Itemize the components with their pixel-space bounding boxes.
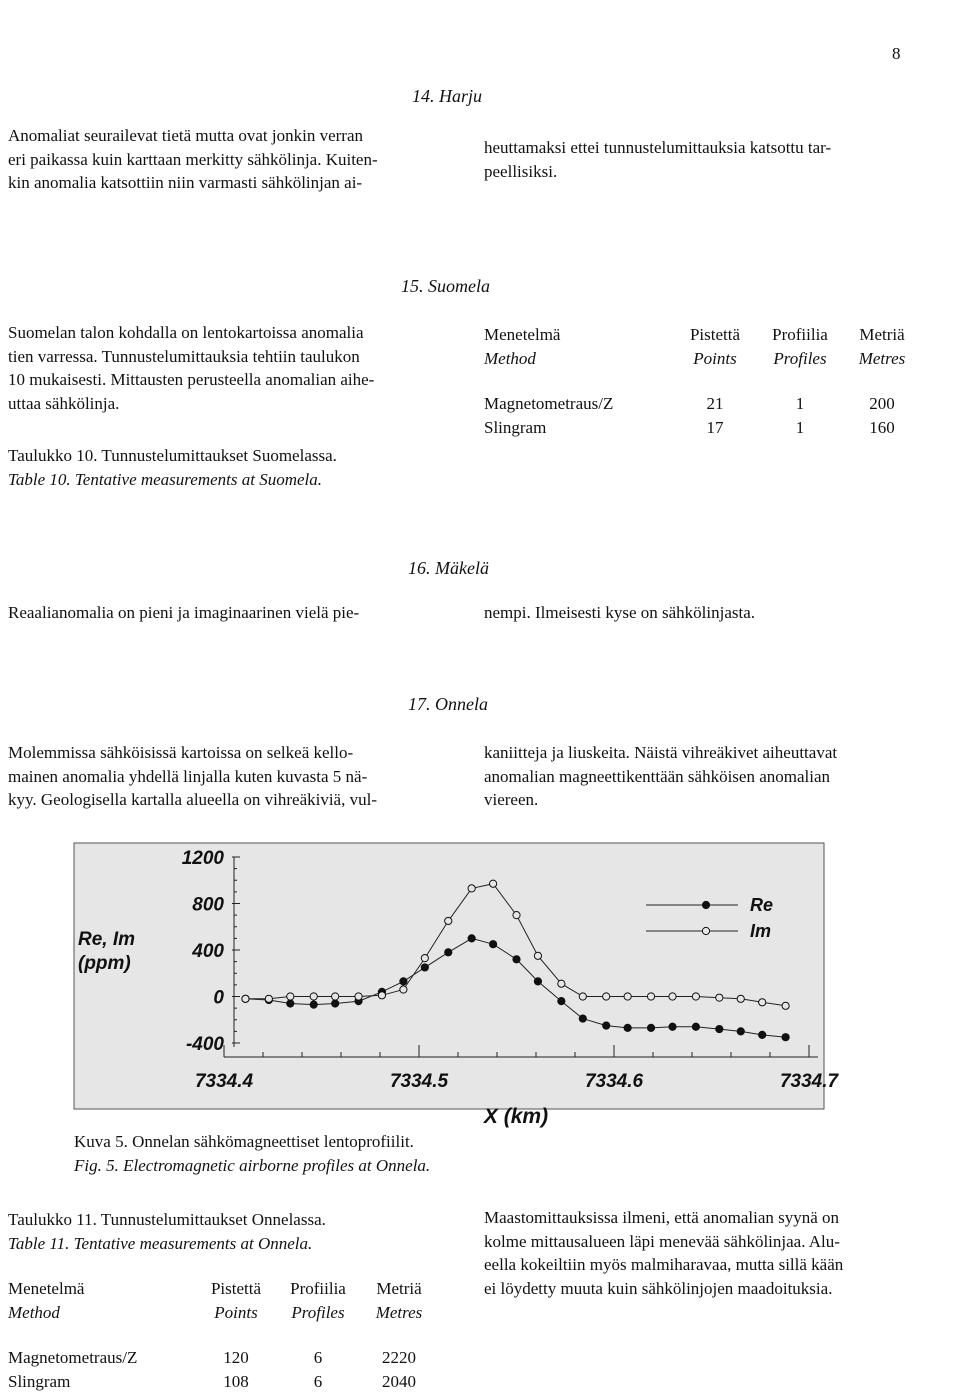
table-header-cell: Method (484, 348, 536, 368)
table-11-caption (8, 1208, 428, 1255)
data-point-im (624, 993, 631, 1000)
table-cell: 6 (313, 1348, 323, 1367)
table-cell: Magnetometraus/Z (484, 394, 614, 413)
text-line: ei löydetty muuta kuin sähkölinjojen maadoituksia. (484, 1278, 833, 1298)
data-point-re (624, 1024, 631, 1031)
data-point-re (716, 1025, 723, 1032)
text-line: Suomelan talon kohdalla on lentokartoissa anomalia (8, 323, 364, 342)
x-tick-label: 7334.4 (194, 1071, 254, 1092)
data-point-im (242, 995, 249, 1002)
y-axis-label: Re, Im (78, 929, 136, 950)
data-point-re (534, 978, 541, 985)
data-point-im (716, 994, 723, 1001)
chart-svg (74, 843, 839, 1128)
table-cell: 17 (706, 417, 724, 437)
table-header-cell: Points (214, 1302, 258, 1322)
data-point-re (287, 1000, 294, 1007)
legend-label: Re (750, 895, 774, 915)
text-line: tien varressa. Tunnustelumittauksia tehtiin taulukon (8, 346, 360, 366)
y-axis-label: (ppm) (78, 953, 131, 974)
data-point-re (400, 978, 407, 985)
x-tick-label: 7334.7 (779, 1071, 839, 1092)
data-point-im (445, 917, 452, 924)
text-line: eri paikassa kuin karttaan merkitty sähkölinja. Kuiten- (8, 149, 378, 169)
table-header-cell: Metriä (859, 325, 905, 344)
harju-right-column (484, 136, 904, 183)
data-point-im (737, 995, 744, 1002)
data-point-re (782, 1034, 789, 1041)
legend-label: Im (750, 921, 772, 941)
data-point-re (647, 1024, 654, 1031)
table-cell: 160 (869, 417, 895, 437)
data-point-im (782, 1002, 789, 1009)
table-cell: 6 (313, 1371, 323, 1391)
text-line: Reaalianomalia on pieni ja imaginaarinen vielä pie- (8, 603, 360, 622)
table-header-en (484, 347, 914, 371)
data-point-im (287, 993, 294, 1000)
data-point-im (534, 952, 541, 959)
onnela-profile-chart (74, 843, 839, 1128)
text-line: kyy. Geologisella kartalla alueella on vihreäkiviä, vul- (8, 790, 377, 809)
chart-background (74, 843, 824, 1109)
data-point-im (400, 986, 407, 993)
table-cell: 2220 (382, 1348, 416, 1367)
legend-marker-re (702, 901, 709, 908)
data-point-im (692, 993, 699, 1000)
table-header-cell: Profiilia (772, 325, 828, 344)
data-point-im (332, 993, 339, 1000)
legend-marker-im (702, 927, 709, 934)
data-point-re (737, 1028, 744, 1035)
text-line: kin anomalia katsottiin niin varmasti sähkölinjan ai- (8, 173, 363, 192)
y-tick-label: -400 (185, 1034, 224, 1055)
text-line: Maastomittauksissa ilmeni, että anomalian syynä on (484, 1208, 840, 1227)
table-row (8, 1370, 436, 1394)
text-line: peellisiksi. (484, 161, 558, 181)
data-point-im (759, 999, 766, 1006)
onnela-right-column (484, 741, 904, 812)
y-tick-label: 1200 (181, 848, 224, 869)
table-caption-fi: Taulukko 10. Tunnustelumittaukset Suomelassa. (8, 446, 337, 465)
page-number: 8 (892, 44, 901, 63)
text-line: viereen. (484, 790, 539, 809)
table-11 (8, 1277, 436, 1393)
x-axis-label: X (km) (483, 1105, 549, 1128)
table-cell: Magnetometraus/Z (8, 1348, 138, 1367)
text-line: nempi. Ilmeisesti kyse on sähkölinjasta. (484, 603, 756, 622)
data-point-re (490, 941, 497, 948)
data-point-re (468, 935, 475, 942)
data-point-re (603, 1022, 610, 1029)
figure-5-caption (74, 1130, 674, 1177)
table-header-cell: Pistettä (210, 1279, 262, 1298)
table-cell: Slingram (8, 1371, 71, 1391)
data-point-re (332, 1000, 339, 1007)
y-tick-label: 800 (192, 894, 224, 916)
text-line: mainen anomalia yhdellä linjalla kuten kuvasta 5 nä- (8, 766, 368, 786)
table-cell: 1 (795, 417, 805, 437)
text-line: eella kokeiltiin myös malmiharavaa, mutta sillä kään (484, 1255, 844, 1274)
text-line: Molemmissa sähköisissä kartoissa on selkeä kello- (8, 743, 354, 762)
text-line: kaniitteja ja liuskeita. Näistä vihreäkivet aiheuttavat (484, 743, 838, 762)
table-cell: 1 (795, 394, 805, 413)
data-point-re (579, 1015, 586, 1022)
table-header-cell: Menetelmä (8, 1279, 85, 1298)
text-line: anomalian magneettikenttään sähköisen anomalian (484, 766, 831, 786)
section-heading-harju: 14. Harju (412, 86, 483, 106)
section-heading-suomela: 15. Suomela (401, 276, 490, 296)
table-cell: Slingram (484, 417, 547, 437)
table-header-cell: Method (8, 1302, 60, 1322)
suomela-left-column (8, 321, 418, 415)
table-10-caption (8, 444, 428, 491)
table-header-en (8, 1301, 436, 1325)
table-cell: 108 (223, 1371, 249, 1391)
data-point-im (421, 955, 428, 962)
data-point-re (558, 998, 565, 1005)
table-row (484, 416, 914, 440)
figure-caption-fi: Kuva 5. Onnelan sähkömagneettiset lentoprofiilit. (74, 1132, 414, 1151)
table-cell: 21 (706, 394, 724, 413)
table-cell: 2040 (382, 1371, 416, 1391)
onnela-field-results (484, 1206, 904, 1300)
x-tick-label: 7334.5 (389, 1071, 449, 1092)
table-header-fi (8, 1277, 436, 1301)
text-line: uttaa sähkölinja. (8, 393, 120, 413)
makela-right-column (484, 601, 904, 625)
data-point-im (468, 885, 475, 892)
y-tick-label: 400 (192, 941, 224, 962)
table-header-fi (484, 323, 914, 347)
harju-left-column (8, 124, 418, 195)
table-caption-en: Table 10. Tentative measurements at Suomela. (8, 469, 323, 489)
text-line: Anomaliat seurailevat tietä mutta ovat jonkin verran (8, 126, 363, 145)
data-point-re (310, 1001, 317, 1008)
data-point-im (265, 995, 272, 1002)
table-header-cell: Profiilia (290, 1279, 346, 1298)
data-point-im (310, 993, 317, 1000)
onnela-left-column (8, 741, 418, 812)
table-caption-en: Table 11. Tentative measurements at Onnela. (8, 1233, 313, 1253)
table-caption-fi: Taulukko 11. Tunnustelumittaukset Onnelassa. (8, 1210, 326, 1229)
table-header-cell: Metres (858, 348, 906, 368)
data-point-im (513, 912, 520, 919)
table-header-cell: Pistettä (689, 325, 741, 344)
table-cell: 200 (869, 394, 895, 413)
table-header-cell: Points (693, 348, 737, 368)
text-line: heuttamaksi ettei tunnustelumittauksia katsottu tar- (484, 138, 832, 157)
text-line: 10 mukaisesti. Mittausten perusteella anomalian aihe- (8, 370, 375, 389)
data-point-re (421, 964, 428, 971)
figure-caption-en: Fig. 5. Electromagnetic airborne profiles at Onnela. (74, 1155, 431, 1175)
data-point-im (669, 993, 676, 1000)
data-point-im (647, 993, 654, 1000)
table-header-cell: Metres (375, 1302, 423, 1322)
section-heading-onnela: 17. Onnela (408, 694, 488, 714)
data-point-im (558, 980, 565, 987)
data-point-re (692, 1023, 699, 1030)
data-point-im (378, 992, 385, 999)
data-point-re (669, 1023, 676, 1030)
section-heading-makela: 16. Mäkelä (408, 558, 489, 578)
table-header-cell: Profiles (291, 1302, 345, 1322)
table-header-cell: Menetelmä (484, 325, 561, 344)
text-line: kolme mittausalueen läpi menevää sähkölinjaa. Alu- (484, 1231, 840, 1251)
data-point-re (759, 1031, 766, 1038)
x-tick-label: 7334.6 (584, 1071, 644, 1092)
data-point-re (445, 949, 452, 956)
table-row (8, 1346, 436, 1370)
data-point-re (513, 956, 520, 963)
data-point-im (603, 993, 610, 1000)
table-row (484, 392, 914, 416)
table-header-cell: Profiles (773, 348, 827, 368)
y-tick-label: 0 (213, 987, 224, 1009)
table-cell: 120 (223, 1348, 249, 1367)
table-10 (484, 323, 914, 439)
table-header-cell: Metriä (376, 1279, 422, 1298)
data-point-im (355, 993, 362, 1000)
data-point-im (490, 880, 497, 887)
data-point-im (579, 993, 586, 1000)
makela-left-column (8, 601, 418, 625)
